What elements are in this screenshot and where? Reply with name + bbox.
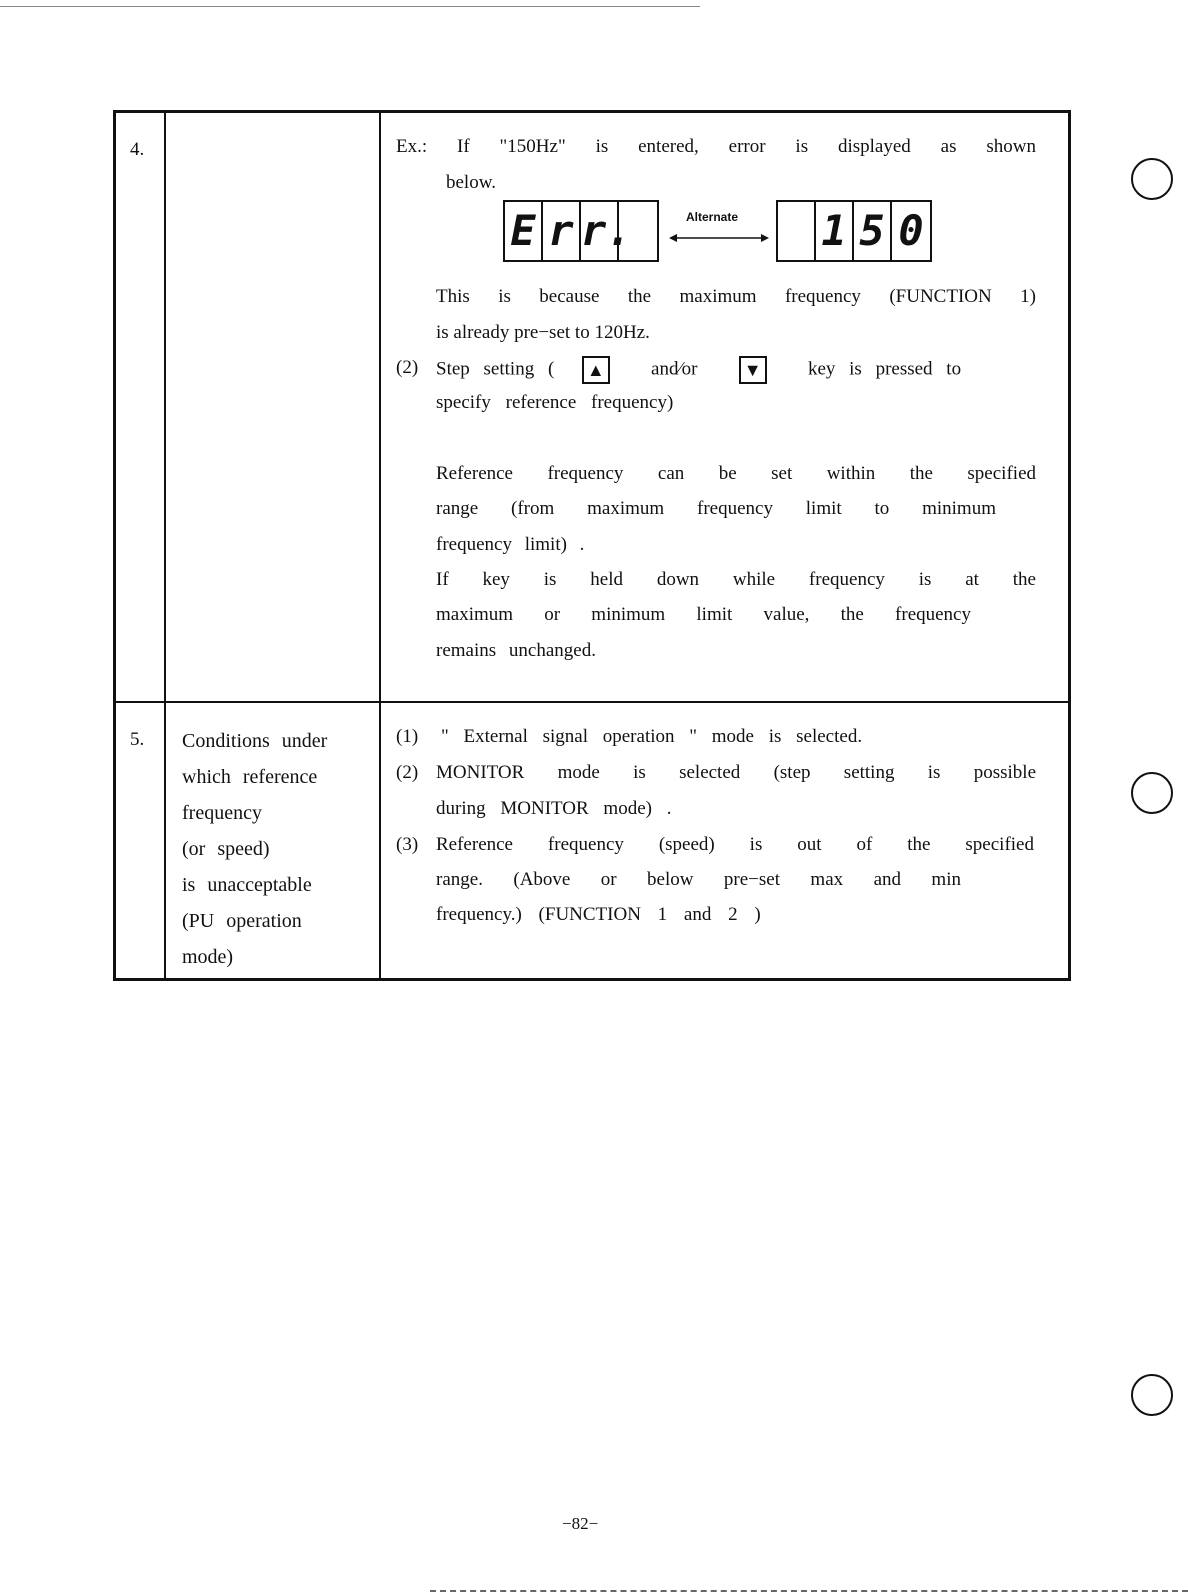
top-rule [0,6,700,7]
paragraph-line: frequency limit) . [436,534,585,555]
condition-cell: Conditions under which reference frequency (or speed) is unacceptable (PU operation mode) [182,730,328,968]
paragraph-line: maximum or minimum limit value, the frequency [436,604,971,625]
punch-hole-2 [1131,772,1173,814]
table-row: 5. Conditions under which reference frequency (or speed) is unacceptable (PU operation mode) (1) " External signal operation " mode is selected. (2) MONITOR mode is selected (step setting is possible during MONITOR mode) . (3) Reference frequency (speed) is out of the specified range. (Above or below pre−set max and min frequency.) (FUNCTION 1 and 2 ) [116,703,1068,978]
paragraph-line: This is because the maximum frequency (FUNCTION 1) [436,286,1036,307]
paragraph-line: range (from maximum frequency limit to minimum [436,498,996,519]
list-item-line: range. (Above or below pre−set max and min [436,869,961,890]
alternate-label: Alternate [686,210,739,224]
example-line: Ex.: If "150Hz" is entered, error is displayed as shown [396,136,1036,157]
paragraph-line: specify reference frequency) [436,392,674,413]
error-display: E r r. [503,200,659,262]
up-arrow-key-icon: ▲ [582,356,610,384]
list-item-line: frequency.) (FUNCTION 1 and 2 ) [436,904,761,925]
punch-hole-1 [1131,158,1173,200]
example-line: below. [446,172,496,193]
troubleshooting-table [113,110,1071,981]
page-number: −82− [562,1514,599,1533]
double-arrow-icon [669,233,769,243]
table-row: 4. Ex.: If "150Hz" is entered, error is displayed as shown below. E r r. Alternate 1 5 0 This is because the maximum frequency (FUNCTION 1) is already pre−set to 120Hz. (2) Step setting ( ▲ and∕or ▼ key is pressed to specify reference frequency) Reference frequency can be set within the specified range (from maximum frequency limit to minimum frequency limit) . If key is held down while frequency is at the maximum or minimum limit value, the frequency remains unchanged. [116,113,1068,703]
paragraph-line: Reference frequency can be set within the specified [436,463,1036,484]
row-number: 4. [130,139,145,160]
paragraph-line: If key is held down while frequency is at the [436,569,1036,590]
row-number: 5. [130,729,145,750]
paragraph-line: remains unchanged. [436,640,596,661]
down-arrow-key-icon: ▼ [739,356,767,384]
paragraph-line: is already pre−set to 120Hz. [436,322,650,343]
punch-hole-3 [1131,1374,1173,1416]
value-display: 1 5 0 [776,200,932,262]
list-item-line: during MONITOR mode) . [436,798,672,819]
